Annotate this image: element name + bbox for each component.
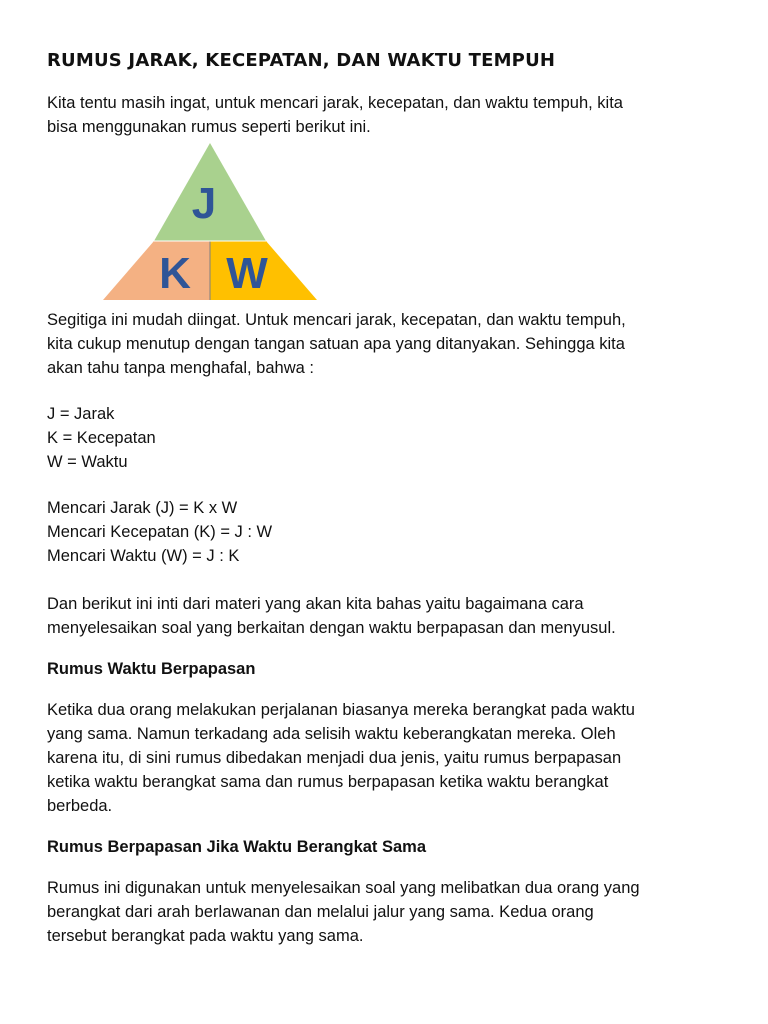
- formula-jarak: Mencari Jarak (J) = K x W: [47, 499, 238, 517]
- page-title: RUMUS JARAK, KECEPATAN, DAN WAKTU TEMPUH: [47, 50, 556, 71]
- jkw-triangle-diagram: [103, 143, 317, 303]
- triangle-letter-k: K: [159, 249, 191, 298]
- formula-waktu: Mencari Waktu (W) = J : K: [47, 547, 240, 565]
- section1-line: karena itu, di sini rumus dibedakan menjadi dua jenis, yaitu rumus berpapasan: [47, 749, 622, 767]
- definition-w: W = Waktu: [47, 453, 128, 471]
- section1-heading: Rumus Waktu Berpapasan: [47, 660, 256, 678]
- triangle-left-section: [103, 241, 210, 300]
- section1-line: ketika waktu berangkat sama dan rumus berpapasan ketika waktu berangkat: [47, 773, 609, 791]
- definition-k: K = Kecepatan: [47, 429, 156, 447]
- section1-line: Ketika dua orang melakukan perjalanan biasanya mereka berangkat pada waktu: [47, 701, 635, 719]
- section1-paragraph: [47, 698, 737, 818]
- formulas-list: [47, 496, 737, 568]
- section2-heading: Rumus Berpapasan Jika Waktu Berangkat Sama: [47, 838, 427, 856]
- formula-kecepatan: Mencari Kecepatan (K) = J : W: [47, 523, 273, 541]
- transition-line: Dan berikut ini inti dari materi yang akan kita bahas yaitu bagaimana cara: [47, 595, 584, 613]
- explain-line: Segitiga ini mudah diingat. Untuk mencari jarak, kecepatan, dan waktu tempuh,: [47, 311, 626, 329]
- definition-j: J = Jarak: [47, 405, 115, 423]
- definitions-list: [47, 402, 737, 474]
- triangle-letter-w: W: [226, 249, 268, 298]
- transition-line: menyelesaikan soal yang berkaitan dengan waktu berpapasan dan menyusul.: [47, 619, 616, 637]
- transition-paragraph: [47, 592, 737, 640]
- explain-line: akan tahu tanpa menghafal, bahwa :: [47, 359, 314, 377]
- section2-line: Rumus ini digunakan untuk menyelesaikan soal yang melibatkan dua orang yang: [47, 879, 640, 897]
- section2-paragraph: [47, 876, 737, 948]
- explain-line: kita cukup menutup dengan tangan satuan apa yang ditanyakan. Sehingga kita: [47, 335, 625, 353]
- triangle-letter-j: J: [191, 179, 217, 228]
- intro-line: Kita tentu masih ingat, untuk mencari jarak, kecepatan, dan waktu tempuh, kita: [47, 94, 623, 112]
- section2-line: tersebut berangkat pada waktu yang sama.: [47, 927, 364, 945]
- intro-paragraph: [47, 91, 737, 139]
- section2-line: berangkat dari arah berlawanan dan melalui jalur yang sama. Kedua orang: [47, 903, 594, 921]
- intro-line: bisa menggunakan rumus seperti berikut ini.: [47, 118, 371, 136]
- section1-line: berbeda.: [47, 797, 113, 815]
- section1-line: yang sama. Namun terkadang ada selisih waktu keberangkatan mereka. Oleh: [47, 725, 616, 743]
- explain-paragraph: [47, 308, 737, 380]
